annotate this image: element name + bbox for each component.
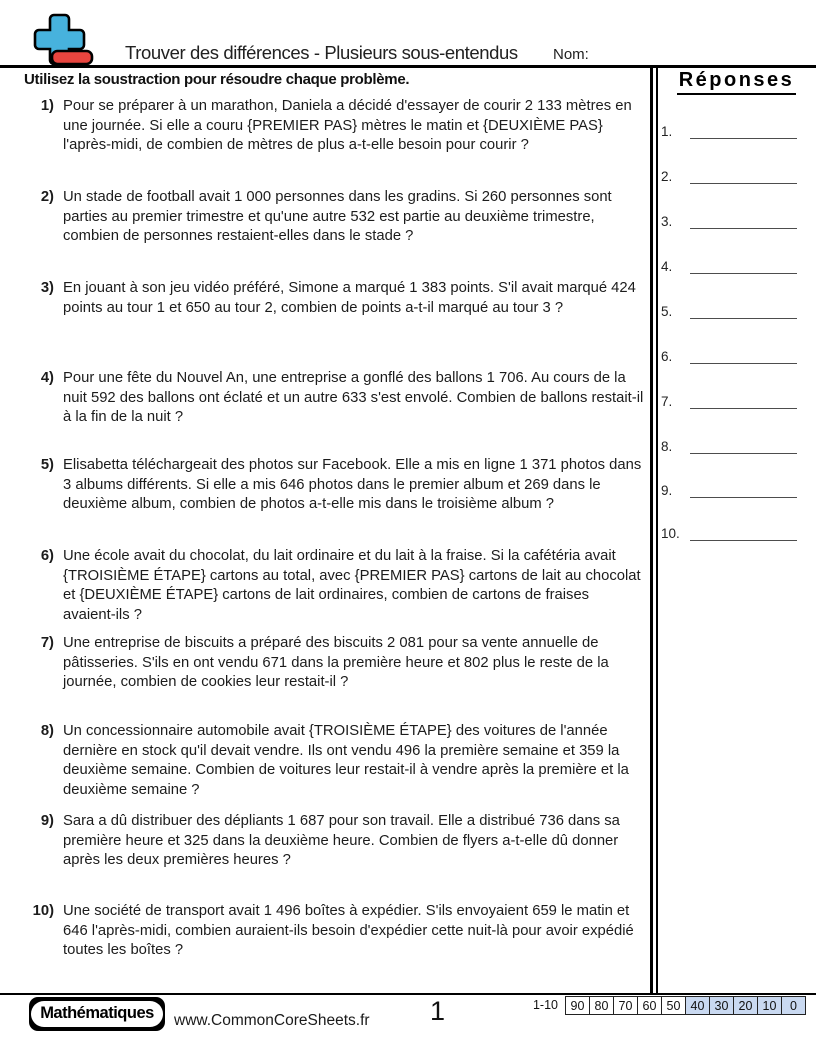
- problem-text: Un stade de football avait 1 000 personnes dans les gradins. Si 260 personnes sont parties au premier trimestre et qu'une autre 532 est partie au deuxième trimestre, combien de personnes restaient-elles dans le stade ?: [63, 189, 612, 245]
- answer-number: 7.: [661, 394, 673, 409]
- answer-row-9: [661, 478, 797, 498]
- brand-badge: [29, 997, 165, 1031]
- problem-text: Elisabetta téléchargeait des photos sur Facebook. Elle a mis en ligne 1 371 photos dans 3 albums différents. Si elle a mis 646 photos dans le premier album et 269 dans le deuxième album, combien de photos a-t-elle mis dans le troisième album ?: [63, 457, 642, 513]
- score-cell: 0: [781, 997, 805, 1014]
- problem-number: 3): [40, 280, 54, 296]
- problem-item-5: [24, 456, 644, 515]
- answer-line[interactable]: [690, 211, 797, 229]
- answer-row-8: [661, 434, 797, 454]
- answer-line[interactable]: [690, 301, 797, 319]
- answer-number: 10.: [661, 526, 680, 541]
- problem-item-7: [24, 634, 644, 693]
- problem-item-10: [24, 902, 644, 961]
- problem-item-9: [24, 812, 644, 871]
- problem-text: Une entreprise de biscuits a préparé des biscuits 2 081 pour sa vente annuelle de pâtisseries. S'ils en ont vendu 671 dans la première heure et 802 plus le reste de la journée, combien de cookies leur restait-il ?: [63, 635, 609, 691]
- score-cell: 20: [733, 997, 757, 1014]
- answer-number: 6.: [661, 349, 673, 364]
- problem-text: En jouant à son jeu vidéo préféré, Simone a marqué 1 383 points. S'il avait marqué 424 points au tour 1 et 650 au tour 2, combien de points a-t-il marqué au tour 3 ?: [63, 280, 636, 316]
- problem-text: Une société de transport avait 1 496 boîtes à expédier. S'ils envoyaient 659 le matin et 646 l'après-midi, combien auraient-ils besoin d'expédier cette nuit-là pour avoir expédié toutes les boîtes ?: [63, 903, 634, 959]
- problem-item-3: [24, 279, 644, 318]
- page-title: Trouver des différences - Plusieurs sous-entendus: [125, 42, 518, 63]
- answer-number: 2.: [661, 169, 673, 184]
- answer-number: 5.: [661, 304, 673, 319]
- score-cell: 60: [637, 997, 661, 1014]
- header-divider: [0, 65, 816, 68]
- answer-line[interactable]: [690, 346, 797, 364]
- answer-row-5: [661, 299, 797, 319]
- answer-row-1: [661, 119, 797, 139]
- score-range-label: 1-10: [532, 998, 558, 1012]
- problem-number: 4): [40, 370, 54, 386]
- score-cell: 80: [589, 997, 613, 1014]
- problem-number: 6): [40, 548, 54, 564]
- score-cell: 90: [566, 997, 589, 1014]
- answer-row-10: [661, 521, 797, 541]
- problem-number: 10): [32, 903, 54, 919]
- problem-number: 7): [40, 635, 54, 651]
- answer-number: 1.: [661, 124, 673, 139]
- problem-text: Pour se préparer à un marathon, Daniela a décidé d'essayer de courir 2 133 mètres en une journée. Si elle a couru {PREMIER PAS} mètres le matin et {DEUXIÈME PAS} l'après-midi, de combien de mètres de plus a-t-elle besoin pour courir ?: [63, 98, 632, 154]
- answer-line[interactable]: [690, 256, 797, 274]
- plus-minus-logo-icon: [28, 12, 98, 68]
- answer-line[interactable]: [690, 436, 797, 454]
- problem-item-4: [24, 369, 644, 428]
- problem-item-1: [24, 97, 644, 156]
- answer-line[interactable]: [690, 523, 797, 541]
- answers-header: Réponses: [657, 69, 816, 92]
- answer-row-7: [661, 389, 797, 409]
- answer-line[interactable]: [690, 391, 797, 409]
- score-cell: 40: [685, 997, 709, 1014]
- problem-number: 1): [40, 98, 54, 114]
- answer-number: 9.: [661, 483, 673, 498]
- answer-line[interactable]: [690, 480, 797, 498]
- brand-label: Mathématiques: [31, 1001, 163, 1027]
- problem-item-8: [24, 722, 644, 800]
- problem-text: Un concessionnaire automobile avait {TROISIÈME ÉTAPE} des voitures de l'année dernière en stock qu'il devait vendre. Ils ont vendu 496 la première semaine et 359 la deuxième semaine. Combien de voitures leur restait-il à vendre après la première et la deuxième semaine ?: [63, 723, 629, 798]
- answer-row-2: [661, 164, 797, 184]
- answer-row-4: [661, 254, 797, 274]
- problem-number: 5): [40, 457, 54, 473]
- answer-number: 3.: [661, 214, 673, 229]
- answer-number: 4.: [661, 259, 673, 274]
- footer-divider: [0, 993, 816, 995]
- score-cell: 50: [661, 997, 685, 1014]
- score-cell: 30: [709, 997, 733, 1014]
- name-label: Nom:: [553, 46, 589, 63]
- answer-line[interactable]: [690, 166, 797, 184]
- answer-row-3: [661, 209, 797, 229]
- column-separator: [650, 65, 658, 993]
- score-cell: 10: [757, 997, 781, 1014]
- problem-item-6: [24, 547, 644, 625]
- answer-number: 8.: [661, 439, 673, 454]
- answer-row-6: [661, 344, 797, 364]
- score-cell: 70: [613, 997, 637, 1014]
- problem-number: 8): [40, 723, 54, 739]
- problem-text: Sara a dû distribuer des dépliants 1 687 pour son travail. Elle a distribué 736 dans sa première heure et 325 dans la deuxième heure. Combien de flyers a-t-elle dû donner après les deux premières heures ?: [63, 813, 620, 869]
- problem-number: 2): [40, 189, 54, 205]
- problem-text: Une école avait du chocolat, du lait ordinaire et du lait à la fraise. Si la cafétéria avait {TROISIÈME ÉTAPE} cartons au total, avec {PREMIER PAS} cartons de lait au chocolat et {DEUXIÈME ÉTAPE} cartons de lait ordinaires, combien de cartons de fraises avaient-ils ?: [63, 548, 641, 623]
- score-table: [565, 996, 806, 1015]
- website-link[interactable]: www.CommonCoreSheets.fr: [174, 1012, 370, 1029]
- problem-number: 9): [40, 813, 54, 829]
- problem-item-2: [24, 188, 644, 247]
- page-number: 1: [430, 996, 446, 1026]
- instruction-text: Utilisez la soustraction pour résoudre chaque problème.: [24, 71, 410, 88]
- answer-line[interactable]: [690, 121, 797, 139]
- problem-text: Pour une fête du Nouvel An, une entreprise a gonflé des ballons 1 706. Au cours de la nuit 592 des ballons ont éclaté et un autre 633 s'est envolé. Combien de ballons restait-il à la fin de la nuit ?: [63, 370, 644, 426]
